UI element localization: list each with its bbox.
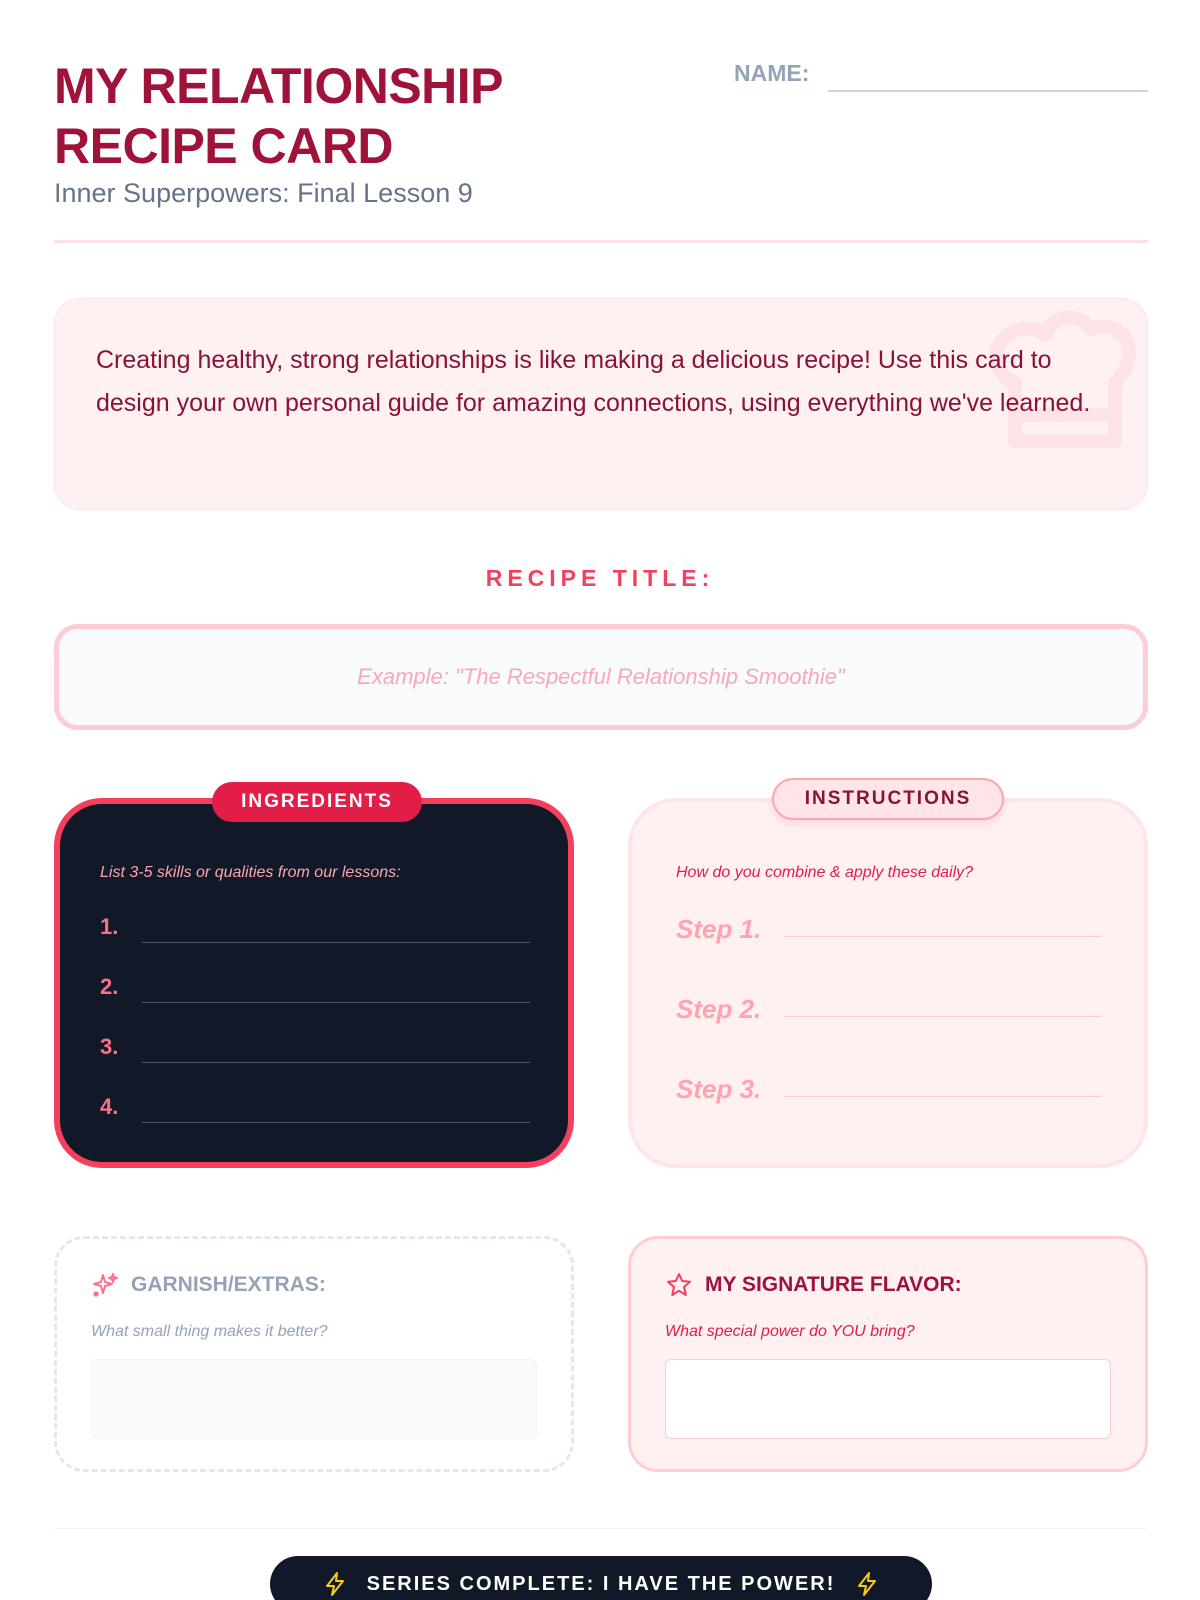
step-line[interactable] — [784, 1096, 1102, 1097]
ingredients-badge: INGREDIENTS — [212, 782, 422, 822]
instructions-badge: INSTRUCTIONS — [772, 778, 1004, 820]
garnish-title: GARNISH/EXTRAS: — [131, 1273, 326, 1296]
ingredient-number: 3. — [100, 1034, 119, 1059]
page-title: MY RELATIONSHIP RECIPE CARD — [54, 58, 503, 174]
step-label: Step 1. — [676, 914, 762, 944]
intro-text: Creating healthy, strong relationships is like making a delicious recipe! Use this card to design your own personal guide for amazing connections, using everything we've learned. — [96, 346, 1091, 417]
page-subtitle: Inner Superpowers: Final Lesson 9 — [54, 178, 473, 208]
ingredient-row[interactable] — [100, 910, 530, 950]
name-field[interactable] — [828, 90, 1148, 92]
ingredients-card — [54, 791, 574, 1168]
intro-panel — [54, 298, 1148, 510]
step-line[interactable] — [784, 936, 1102, 937]
ingredient-row[interactable] — [100, 1030, 530, 1070]
garnish-header — [91, 1271, 326, 1299]
signature-header — [665, 1271, 962, 1299]
ingredients-prompt: List 3-5 skills or qualities from our lessons: — [100, 864, 401, 881]
step-row[interactable] — [676, 1070, 1102, 1114]
step-line[interactable] — [784, 1016, 1102, 1017]
ingredient-line[interactable] — [142, 1122, 530, 1123]
instructions-prompt: How do you combine & apply these daily? — [676, 864, 974, 881]
ingredient-row[interactable] — [100, 970, 530, 1010]
garnish-input[interactable] — [91, 1359, 537, 1439]
ingredient-number: 1. — [100, 914, 119, 939]
sparkles-icon — [91, 1271, 119, 1299]
garnish-card — [54, 1236, 574, 1472]
ingredient-line[interactable] — [142, 942, 530, 943]
step-row[interactable] — [676, 990, 1102, 1034]
name-label: NAME: — [734, 60, 810, 86]
ingredient-line[interactable] — [142, 1002, 530, 1003]
ingredient-number: 4. — [100, 1094, 119, 1119]
lightning-icon — [853, 1570, 881, 1598]
ingredient-row[interactable] — [100, 1090, 530, 1130]
signature-title: MY SIGNATURE FLAVOR: — [705, 1273, 962, 1296]
footer-divider — [54, 1528, 1148, 1529]
recipe-title-input[interactable] — [54, 624, 1148, 730]
lightning-icon — [321, 1570, 349, 1598]
garnish-prompt: What small thing makes it better? — [91, 1323, 328, 1340]
recipe-title-label: RECIPE TITLE: — [485, 565, 715, 591]
signature-input[interactable] — [665, 1359, 1111, 1439]
step-row[interactable] — [676, 910, 1102, 954]
ingredient-line[interactable] — [142, 1062, 530, 1063]
step-label: Step 3. — [676, 1074, 762, 1104]
header-divider — [54, 240, 1148, 243]
series-complete-text: SERIES COMPLETE: I HAVE THE POWER! — [366, 1573, 836, 1595]
recipe-title-placeholder: Example: "The Respectful Relationship Smoothie" — [357, 664, 845, 689]
step-label: Step 2. — [676, 994, 762, 1024]
series-complete-banner — [270, 1556, 932, 1600]
star-icon — [665, 1271, 693, 1299]
instructions-card — [628, 788, 1148, 1168]
signature-prompt: What special power do YOU bring? — [665, 1323, 915, 1340]
ingredient-number: 2. — [100, 974, 119, 999]
signature-card — [628, 1236, 1148, 1472]
